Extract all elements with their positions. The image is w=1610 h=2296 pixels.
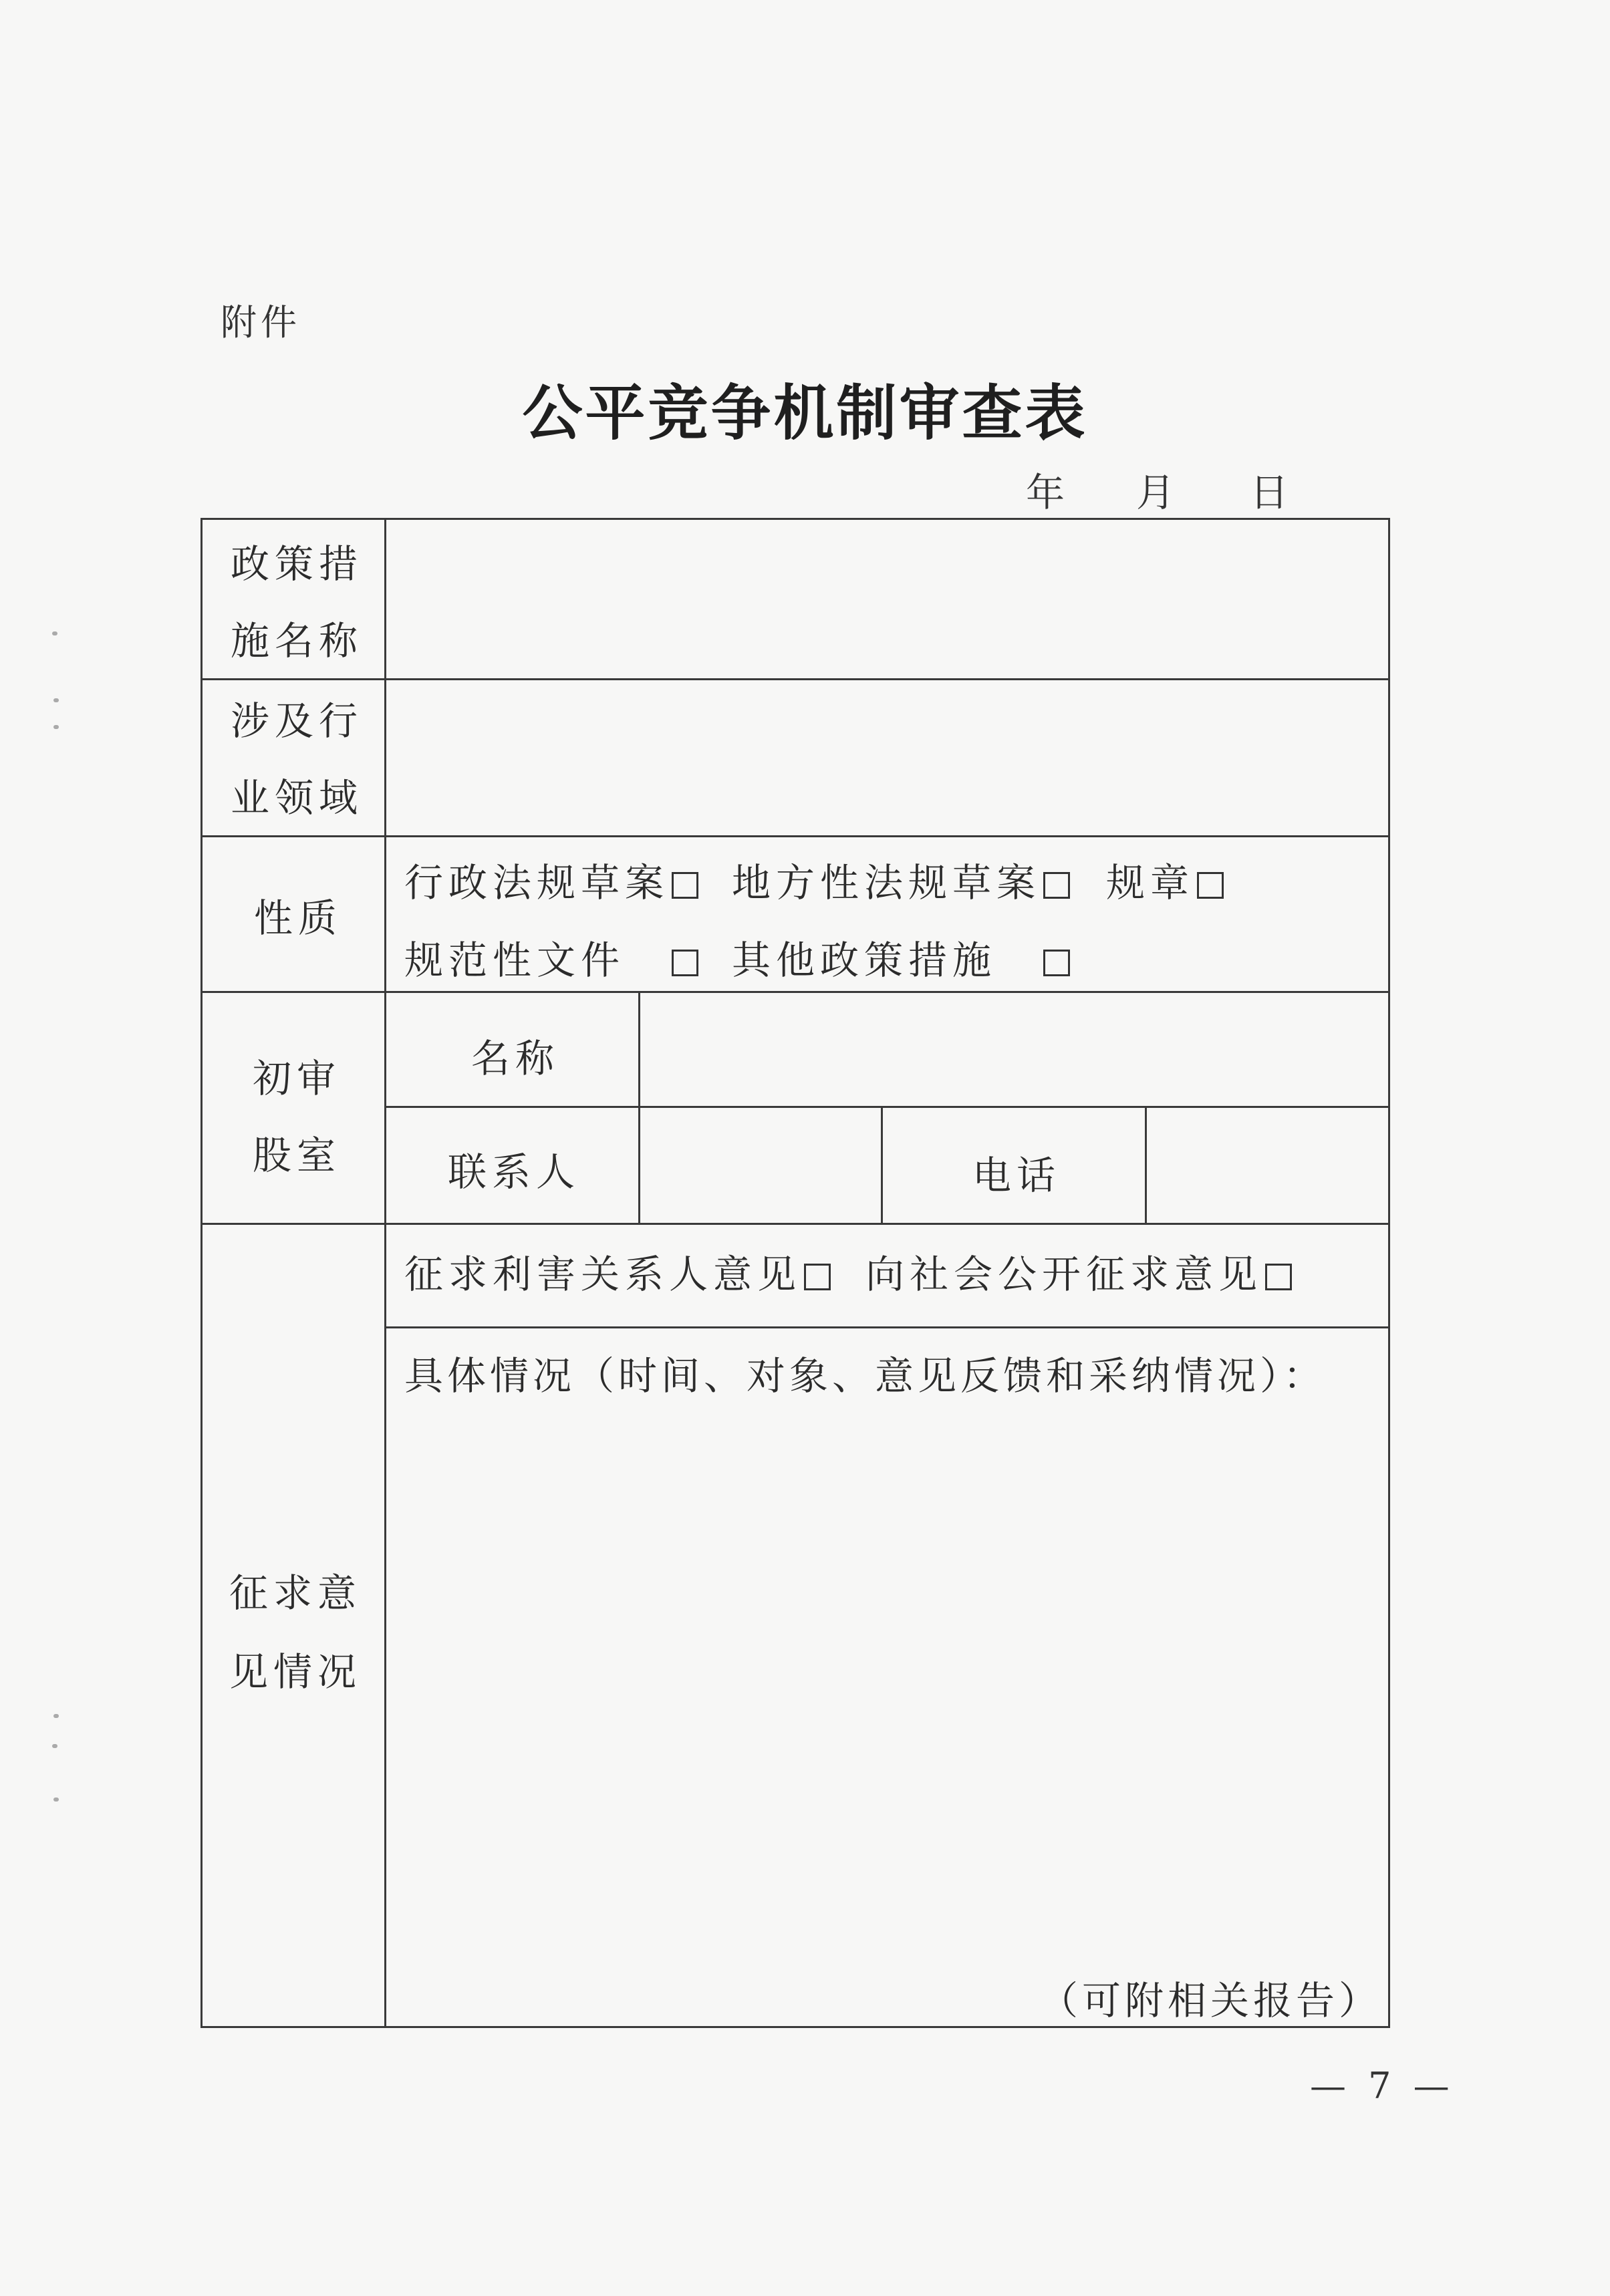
nature-option-admin-regulation[interactable]: [404, 860, 698, 905]
dept-contact-field[interactable]: [642, 1109, 879, 1223]
dept-phone-field[interactable]: [1148, 1109, 1387, 1223]
opinion-detail-field[interactable]: [388, 1417, 1387, 1971]
dept-label-line2: 股室: [253, 1133, 342, 1178]
industry-label-line1: 涉及行: [231, 698, 364, 744]
opinion-option-stakeholders[interactable]: [404, 1252, 831, 1297]
checkbox-icon[interactable]: [1265, 1264, 1292, 1290]
page-number: — 7 —: [1310, 2065, 1455, 2107]
opinion-option-label: 征求利害关系人意见: [404, 1252, 802, 1297]
opinion-note: （可附相关报告）: [1039, 1978, 1382, 2023]
nature-option-label: 行政法规草案: [404, 860, 670, 905]
opinion-label-line1: 征求意: [229, 1570, 362, 1616]
industry-label-line2: 业领域: [231, 775, 364, 821]
opinion-detail-label: 具体情况（时间、对象、意见反馈和采纳情况）：: [404, 1353, 1327, 1399]
dept-phone-label: 电话: [972, 1153, 1061, 1198]
dept-name-field[interactable]: [642, 994, 1387, 1105]
nature-option-label: 地方性法规草案: [732, 860, 1041, 905]
policy-name-label-line2: 施名称: [231, 618, 364, 664]
opinion-option-public[interactable]: [865, 1252, 1292, 1297]
binding-holes: [40, 0, 60, 2296]
policy-name-field[interactable]: [388, 521, 1387, 677]
dept-label-line1: 初审: [253, 1056, 342, 1101]
policy-name-label-line1: 政策措: [231, 541, 364, 587]
date-year-label: 年: [1026, 470, 1065, 515]
nature-option-label: 规章: [1106, 860, 1195, 905]
checkbox-icon[interactable]: [672, 950, 698, 976]
checkbox-icon[interactable]: [804, 1264, 831, 1290]
checkbox-icon[interactable]: [672, 872, 698, 899]
checkbox-icon[interactable]: [1197, 872, 1224, 899]
nature-option-other-policy[interactable]: [732, 938, 1070, 983]
nature-option-label: 规范性文件: [404, 938, 626, 983]
checkbox-icon[interactable]: [1043, 950, 1070, 976]
opinion-label-line2: 见情况: [229, 1649, 362, 1695]
form-title: 公平竞争机制审查表: [522, 378, 1088, 448]
dept-name-label: 名称: [471, 1036, 560, 1081]
date-month-label: 月: [1136, 470, 1176, 515]
dept-contact-label: 联系人: [448, 1149, 581, 1195]
nature-option-rules[interactable]: [1106, 860, 1224, 905]
industry-field[interactable]: [388, 682, 1387, 834]
opinion-option-label: 向社会公开征求意见: [865, 1252, 1263, 1297]
nature-option-label: 其他政策措施: [732, 938, 997, 983]
attachment-label: 附件: [221, 301, 301, 343]
date-day-label: 日: [1250, 470, 1289, 515]
nature-option-local-regulation[interactable]: [732, 860, 1070, 905]
checkbox-icon[interactable]: [1043, 872, 1070, 899]
nature-option-normative-document[interactable]: [404, 938, 698, 983]
nature-label: 性质: [254, 895, 343, 941]
